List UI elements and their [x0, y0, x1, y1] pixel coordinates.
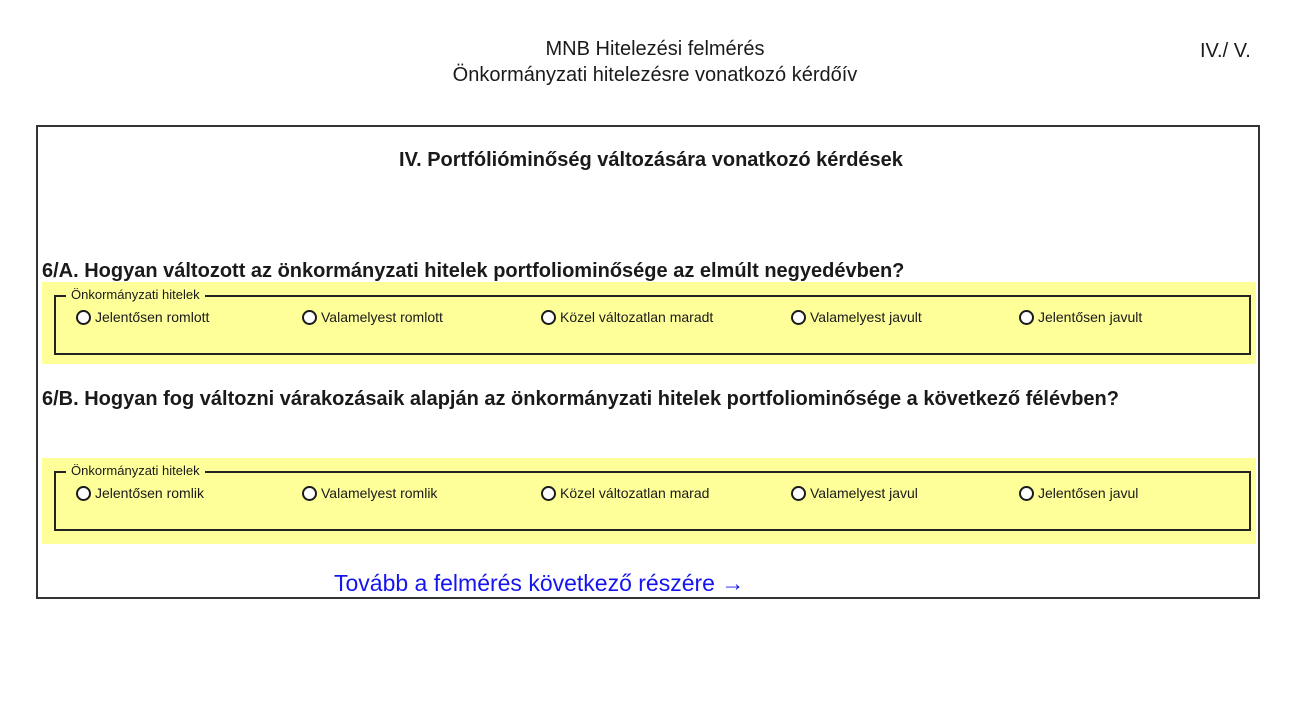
- radio-circle-icon[interactable]: [302, 486, 317, 501]
- radio-6b-significantly-worsen[interactable]: [76, 482, 204, 504]
- radio-label: Jelentősen romlott: [95, 309, 210, 325]
- radio-label: Jelentősen romlik: [95, 485, 204, 501]
- radio-6b-significantly-improve[interactable]: [1019, 482, 1138, 504]
- question-6a-answer-band: [42, 282, 1256, 364]
- radio-circle-icon[interactable]: [1019, 486, 1034, 501]
- question-6b: 6/B. Hogyan fog változni várakozásaik alapján az önkormányzati hitelek portfoliominősége a következő félévben?: [42, 388, 1119, 410]
- survey-title: MNB Hitelezési felmérés: [545, 38, 765, 60]
- radio-6a-significantly-worsened[interactable]: [76, 306, 209, 328]
- radio-label: Valamelyest javult: [810, 309, 922, 325]
- radio-label: Valamelyest romlik: [321, 485, 438, 501]
- radio-circle-icon[interactable]: [541, 310, 556, 325]
- radio-label: Valamelyest javul: [810, 485, 918, 501]
- radio-label: Jelentősen javul: [1038, 485, 1139, 501]
- radio-circle-icon[interactable]: [541, 486, 556, 501]
- radio-6b-somewhat-improve[interactable]: [791, 482, 918, 504]
- radio-label: Közel változatlan maradt: [560, 309, 714, 325]
- radio-circle-icon[interactable]: [76, 486, 91, 501]
- radio-circle-icon[interactable]: [76, 310, 91, 325]
- survey-header: [0, 36, 1291, 88]
- radio-6a-significantly-improved[interactable]: [1019, 306, 1142, 328]
- radio-6a-unchanged[interactable]: [541, 306, 713, 328]
- survey-panel: [36, 125, 1260, 599]
- radio-6a-somewhat-worsened[interactable]: [302, 306, 443, 328]
- question-6a: 6/A. Hogyan változott az önkormányzati hitelek portfoliominősége az elmúlt negyedévben?: [42, 260, 905, 282]
- question-6a-radio-group: [54, 287, 1251, 355]
- radio-6b-somewhat-worsen[interactable]: [302, 482, 437, 504]
- radio-6a-somewhat-improved[interactable]: [791, 306, 922, 328]
- question-6b-radio-group: [54, 463, 1251, 531]
- question-6b-answer-band: [42, 458, 1256, 544]
- radio-label: Jelentősen javult: [1038, 309, 1143, 325]
- radio-circle-icon[interactable]: [791, 486, 806, 501]
- survey-subtitle: Önkormányzati hitelezésre vonatkozó kérdőív: [452, 64, 858, 86]
- radio-circle-icon[interactable]: [791, 310, 806, 325]
- next-section-link[interactable]: Tovább a felmérés következő részére →: [334, 570, 745, 596]
- section-title: IV. Portfólióminőség változására vonatkozó kérdések: [399, 149, 903, 171]
- radio-circle-icon[interactable]: [1019, 310, 1034, 325]
- radio-6b-unchanged[interactable]: [541, 482, 709, 504]
- radio-label: Valamelyest romlott: [321, 309, 443, 325]
- radio-circle-icon[interactable]: [302, 310, 317, 325]
- page-indicator: IV./ V.: [1200, 40, 1251, 62]
- question-6a-group-label: Önkormányzati hitelek: [66, 287, 205, 303]
- question-6b-group-label: Önkormányzati hitelek: [66, 463, 205, 479]
- radio-label: Közel változatlan marad: [560, 485, 710, 501]
